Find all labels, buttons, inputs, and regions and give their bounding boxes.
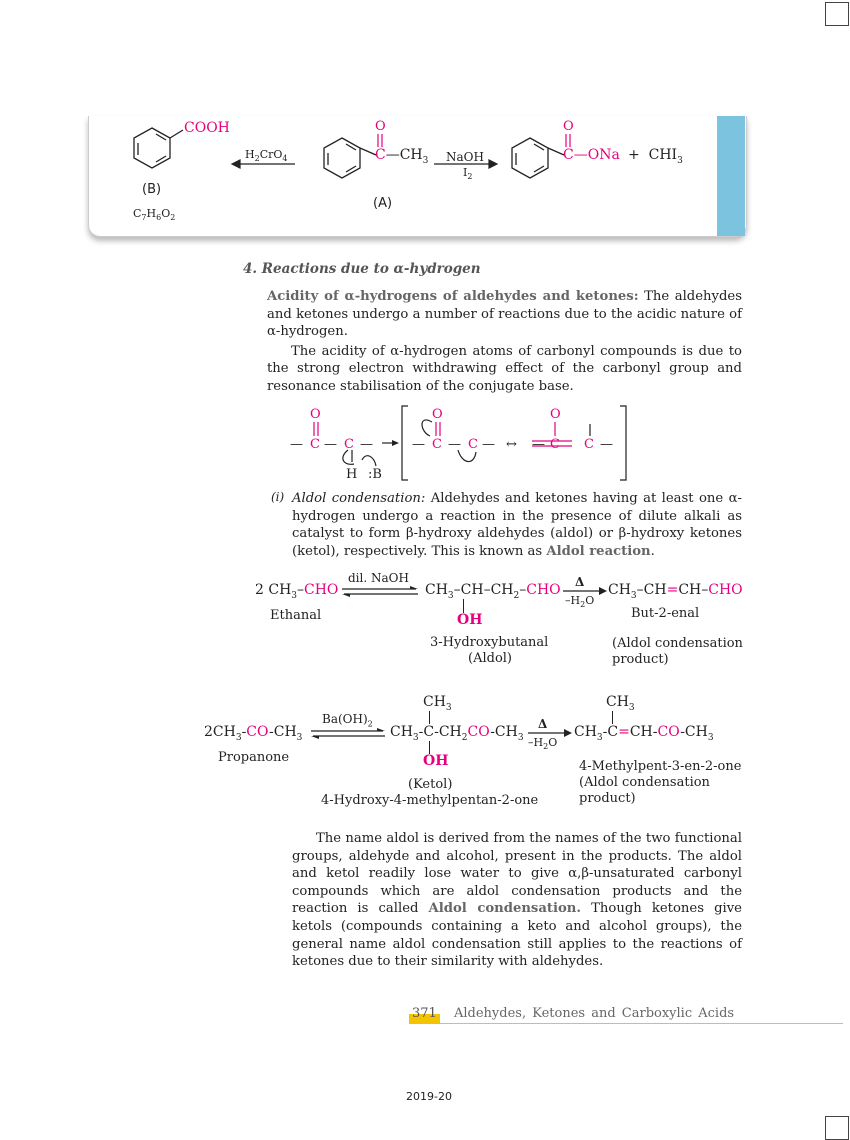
reaction2-intermediate-name: 4-Hydroxy-4-methylpentan-2-one xyxy=(321,793,539,808)
aldol-reaction-term: Aldol reaction xyxy=(546,543,651,559)
svg-text:C: C xyxy=(468,437,478,452)
aldol-text: Aldehydes and ketones having at least one α-hydrogen undergo a reaction in the presence of dilute alkali as catalyst to form β-hydroxy aldehydes (aldol) or β-hydroxy ketones (ketol), respectively. This is known as xyxy=(292,491,742,559)
acidity-title: Acidity of α-hydrogens of aldehydes and ketones: xyxy=(267,289,639,304)
product-cona: C—ONa xyxy=(563,147,620,163)
footer-rule xyxy=(409,1023,843,1024)
section-heading: 4. Reactions due to α-hydrogen xyxy=(243,261,481,277)
label-b: (B) xyxy=(142,182,162,197)
svg-text:H: H xyxy=(346,467,358,482)
reagent-naoh: NaOH xyxy=(446,150,484,164)
reaction2-product-ch3-top: $CH_3$ xyxy=(606,694,635,713)
reaction1-oh: OH xyxy=(457,612,483,628)
aldol-end: . xyxy=(650,543,655,559)
reaction1-reagent: dil. NaOH xyxy=(348,571,409,585)
corner-box-bottom xyxy=(825,1116,849,1140)
resonance-diagram xyxy=(280,400,640,486)
ketone-carbon-a: $C—CH_3$ xyxy=(375,147,429,166)
svg-text::B: :B xyxy=(368,467,382,482)
reaction2-product-name: 4-Methylpent-3-en-2-one xyxy=(579,759,742,774)
top-reaction-structures xyxy=(0,0,850,240)
product-chi3: + $CHI_3$ xyxy=(628,147,683,166)
acidity-para2: The acidity of α-hydrogen atoms of carbonyl compounds is due to the strong electron withdrawing effect of the carbonyl group and resonance stabilisation of the conjugate base. xyxy=(267,343,742,394)
closing-paragraph xyxy=(292,830,742,971)
closing-text2: Though ketones give ketols (compounds containing a keto and alcohol groups), the general name aldol condensation still applies to the reactions of ketones due to their similarity with aldehydes. xyxy=(292,901,742,970)
svg-text:—: — xyxy=(412,437,425,452)
reaction2-heat: Δ xyxy=(538,717,548,731)
formula-b: $C_7H_6O_2$ xyxy=(133,207,176,223)
reaction2-reactant-name: Propanone xyxy=(218,750,290,765)
reaction2-product-note1: (Aldol condensation xyxy=(579,775,710,790)
aldol-number: (i) xyxy=(271,490,285,504)
cooh-label: COOH xyxy=(184,120,230,136)
svg-text:C: C xyxy=(550,437,560,452)
reaction2-intermediate-sub: (Ketol) xyxy=(408,777,453,792)
acidity-paragraph xyxy=(267,288,742,396)
reaction2-oh: OH xyxy=(423,753,449,769)
footer-page-number: 371 xyxy=(412,1006,437,1021)
benzene-ring-a xyxy=(324,138,376,178)
footer-chapter: Aldehydes, Ketones and Carboxylic Acids xyxy=(454,1006,735,1021)
reagent-h2cro4: $H_2CrO_4$ xyxy=(245,148,288,164)
reaction1-reactant-name: Ethanal xyxy=(270,608,322,623)
reaction1-intermediate-name: 3-Hydroxybutanal xyxy=(430,635,549,650)
o-label-a: O xyxy=(375,119,386,134)
benzene-ring-product xyxy=(512,138,564,178)
reaction1-equilibrium-arrow xyxy=(340,585,420,599)
reaction2-product: $CH_3-C=CH-CO-CH_3$ xyxy=(574,724,714,743)
reaction1-minus-water: $-H_2O$ xyxy=(565,594,595,610)
svg-text:—: — xyxy=(482,437,495,452)
svg-text:O: O xyxy=(550,407,561,422)
svg-text:—: — xyxy=(360,437,373,452)
reaction1-intermediate: $CH_3-CH-CH_2$–CHO xyxy=(425,582,561,601)
svg-text:↔: ↔ xyxy=(506,437,517,452)
reaction1-product-note1: (Aldol condensation xyxy=(612,636,743,651)
svg-text:C: C xyxy=(344,437,354,452)
svg-text:—: — xyxy=(324,437,337,452)
label-a: (A) xyxy=(373,196,393,211)
aldol-paragraph xyxy=(292,490,742,560)
reaction2-minus-water: $-H_2O$ xyxy=(528,736,558,752)
reaction1-heat: Δ xyxy=(575,575,585,589)
svg-text:O: O xyxy=(310,407,321,422)
reaction1-product: $CH_3-CH=CH$–CHO xyxy=(608,582,743,601)
svg-text:C: C xyxy=(310,437,320,452)
aldol-title: Aldol condensation: xyxy=(292,491,426,506)
benzene-ring-b xyxy=(134,128,183,168)
reaction2-reactant: $2CH_3-CO-CH_3$ xyxy=(204,724,303,743)
closing-text1: The name aldol is derived from the names of the two functional groups, aldehyde and alcohol, present in the products. The aldol and ketol readily lose water to give α,β-unsaturated carbonyl compounds which are aldol condensation products and the reaction is called xyxy=(292,831,742,917)
reaction1-bond-line xyxy=(463,599,464,613)
reaction2-equilibrium-arrow xyxy=(309,727,387,741)
svg-text:—: — xyxy=(600,437,613,452)
svg-text:C: C xyxy=(432,437,442,452)
reaction1-reactant: 2 $CH_3$–CHO xyxy=(255,582,339,601)
reaction2-reagent: $Ba(OH)_2$ xyxy=(322,712,373,729)
closing-bold: Aldol condensation. xyxy=(428,901,581,917)
carbonyl-a xyxy=(378,134,382,147)
svg-text:—: — xyxy=(290,437,303,452)
svg-text:—: — xyxy=(532,437,545,452)
reaction2-product-bond-top xyxy=(612,711,613,724)
svg-text:—: — xyxy=(448,437,461,452)
o-label-product: O xyxy=(563,119,574,134)
reaction1-product-name: But-2-enal xyxy=(631,606,700,621)
svg-text:O: O xyxy=(432,407,443,422)
carbonyl-product xyxy=(566,134,570,147)
footer-year: 2019-20 xyxy=(406,1090,452,1103)
reaction1-product-note2: product) xyxy=(612,652,669,667)
reaction2-product-note2: product) xyxy=(579,791,636,806)
reaction2-ch3-top: $CH_3$ xyxy=(423,694,452,713)
reaction2-bond-top xyxy=(429,711,430,724)
reaction2-intermediate: $CH_3-C-CH_2CO-CH_3$ xyxy=(390,724,524,743)
svg-text:C: C xyxy=(584,437,594,452)
reaction1-intermediate-sub: (Aldol) xyxy=(468,651,512,666)
acidity-text: The aldehydes and ketones undergo a number of reactions due to the acidic nature of α-hydrogen. xyxy=(267,289,742,340)
reagent-i2: $I_2$ xyxy=(463,166,473,182)
